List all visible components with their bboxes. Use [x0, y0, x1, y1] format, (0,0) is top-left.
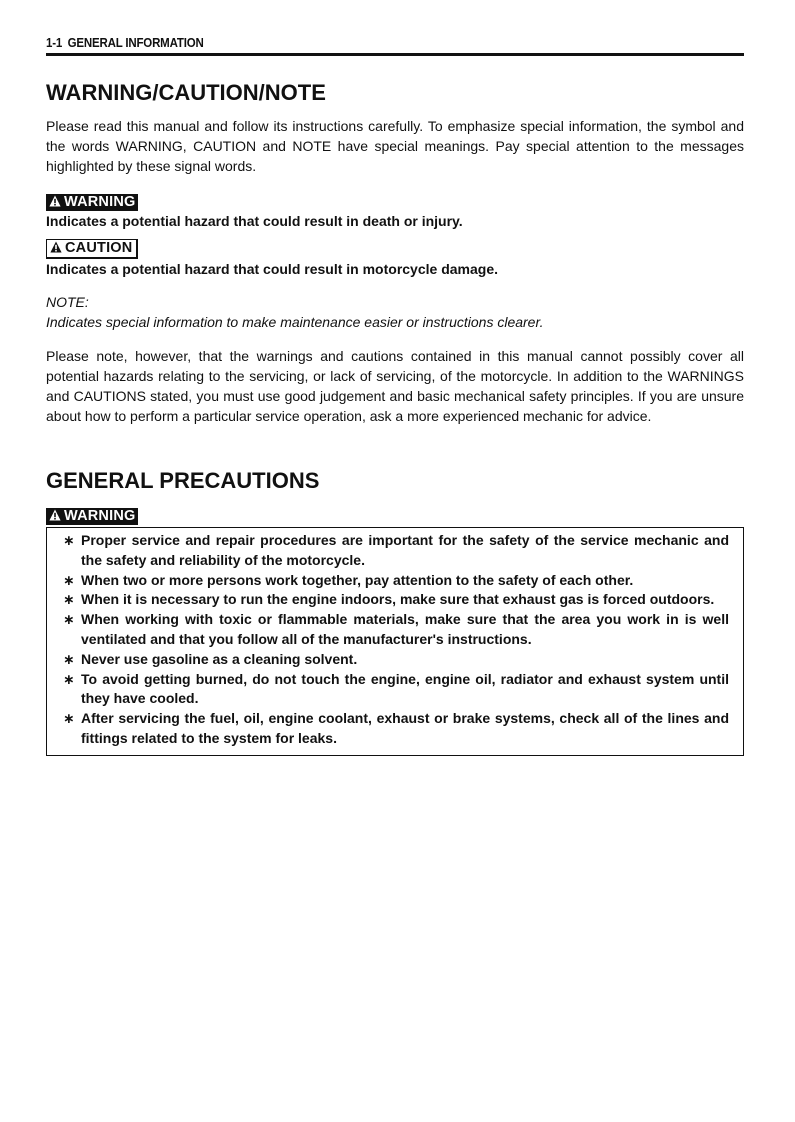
- bullet-asterisk: ∗: [63, 571, 75, 588]
- bullet-asterisk: ∗: [63, 591, 75, 608]
- list-item: [61, 531, 729, 571]
- caution-label-text: CAUTION: [65, 240, 133, 256]
- list-item: [61, 610, 729, 650]
- page-header-text: [46, 36, 688, 50]
- list-item: [61, 670, 729, 710]
- list-item: [61, 709, 729, 749]
- list-item-text: When working with toxic or flammable materials, make sure that the area you work in is well ventilated and that you follow all of the manufacturer's instructions.: [81, 611, 729, 647]
- bullet-asterisk: ∗: [63, 670, 75, 687]
- chapter-title: GENERAL INFORMATION: [67, 36, 204, 50]
- list-item: [61, 571, 729, 591]
- caution-triangle-icon: [50, 241, 62, 253]
- warning-description: Indicates a potential hazard that could result in death or injury.: [46, 213, 463, 229]
- list-item: [61, 650, 729, 670]
- list-item-text: When it is necessary to run the engine indoors, make sure that exhaust gas is forced outdoors.: [81, 591, 715, 608]
- list-item-text: After servicing the fuel, oil, engine coolant, exhaust or brake systems, check all of the lines and fittings related to the system for leaks.: [81, 710, 729, 746]
- caution-label: [46, 239, 138, 259]
- list-item: [61, 590, 729, 610]
- warning-label-text: WARNING: [64, 194, 136, 210]
- precautions-warning-label: [46, 508, 138, 525]
- intro-paragraph: Please read this manual and follow its instructions carefully. To emphasize special information, the symbol and the words WARNING, CAUTION and NOTE have special meanings. Pay special attention to the messages highlighted by these signal words.: [46, 118, 744, 174]
- list-item-text: To avoid getting burned, do not touch the engine, engine oil, radiator and exhaust system until they have cooled.: [81, 670, 729, 707]
- section-title-general-precautions: GENERAL PRECAUTIONS: [46, 468, 320, 493]
- page-content: [46, 56, 744, 756]
- bullet-asterisk: ∗: [63, 532, 75, 548]
- caution-description: Indicates a potential hazard that could result in motorcycle damage.: [46, 261, 498, 277]
- precautions-warning-label-text: WARNING: [64, 508, 136, 524]
- warning-label: [46, 194, 138, 211]
- section-title-warning-caution-note: WARNING/CAUTION/NOTE: [46, 80, 326, 105]
- page-number: 1-1: [46, 36, 63, 50]
- precautions-warning-box: [46, 527, 744, 756]
- warning-definition: [46, 176, 744, 231]
- note-definition: [46, 292, 744, 332]
- note-description: Indicates special information to make maintenance easier or instructions clearer.: [46, 314, 544, 330]
- list-item-text: When two or more persons work together, pay attention to the safety of each other.: [81, 571, 634, 588]
- page-header: [46, 36, 744, 56]
- list-item-text: Proper service and repair procedures are important for the safety of the service mechanic and the safety and reliability of the motorcycle.: [81, 532, 729, 568]
- bullet-asterisk: ∗: [63, 710, 75, 727]
- bullet-asterisk: ∗: [63, 650, 75, 667]
- closing-paragraph: Please note, however, that the warnings and cautions contained in this manual cannot possibly cover all potential hazards relating to the servicing, or lack of servicing, of the motorcycle. In addition to the WARNINGS and CAUTIONS stated, you must use good judgement and basic mechanical safety principles. If you are unsure about how to perform a particular service operation, ask a more experienced mechanic for advice.: [46, 348, 744, 424]
- caution-definition: [46, 231, 744, 279]
- warning-triangle-icon: [49, 195, 61, 207]
- precautions-list: [61, 531, 729, 749]
- bullet-asterisk: ∗: [63, 611, 75, 628]
- list-item-text: Never use gasoline as a cleaning solvent.: [81, 650, 358, 667]
- note-label: NOTE:: [46, 294, 89, 310]
- warning-triangle-icon: [49, 509, 61, 521]
